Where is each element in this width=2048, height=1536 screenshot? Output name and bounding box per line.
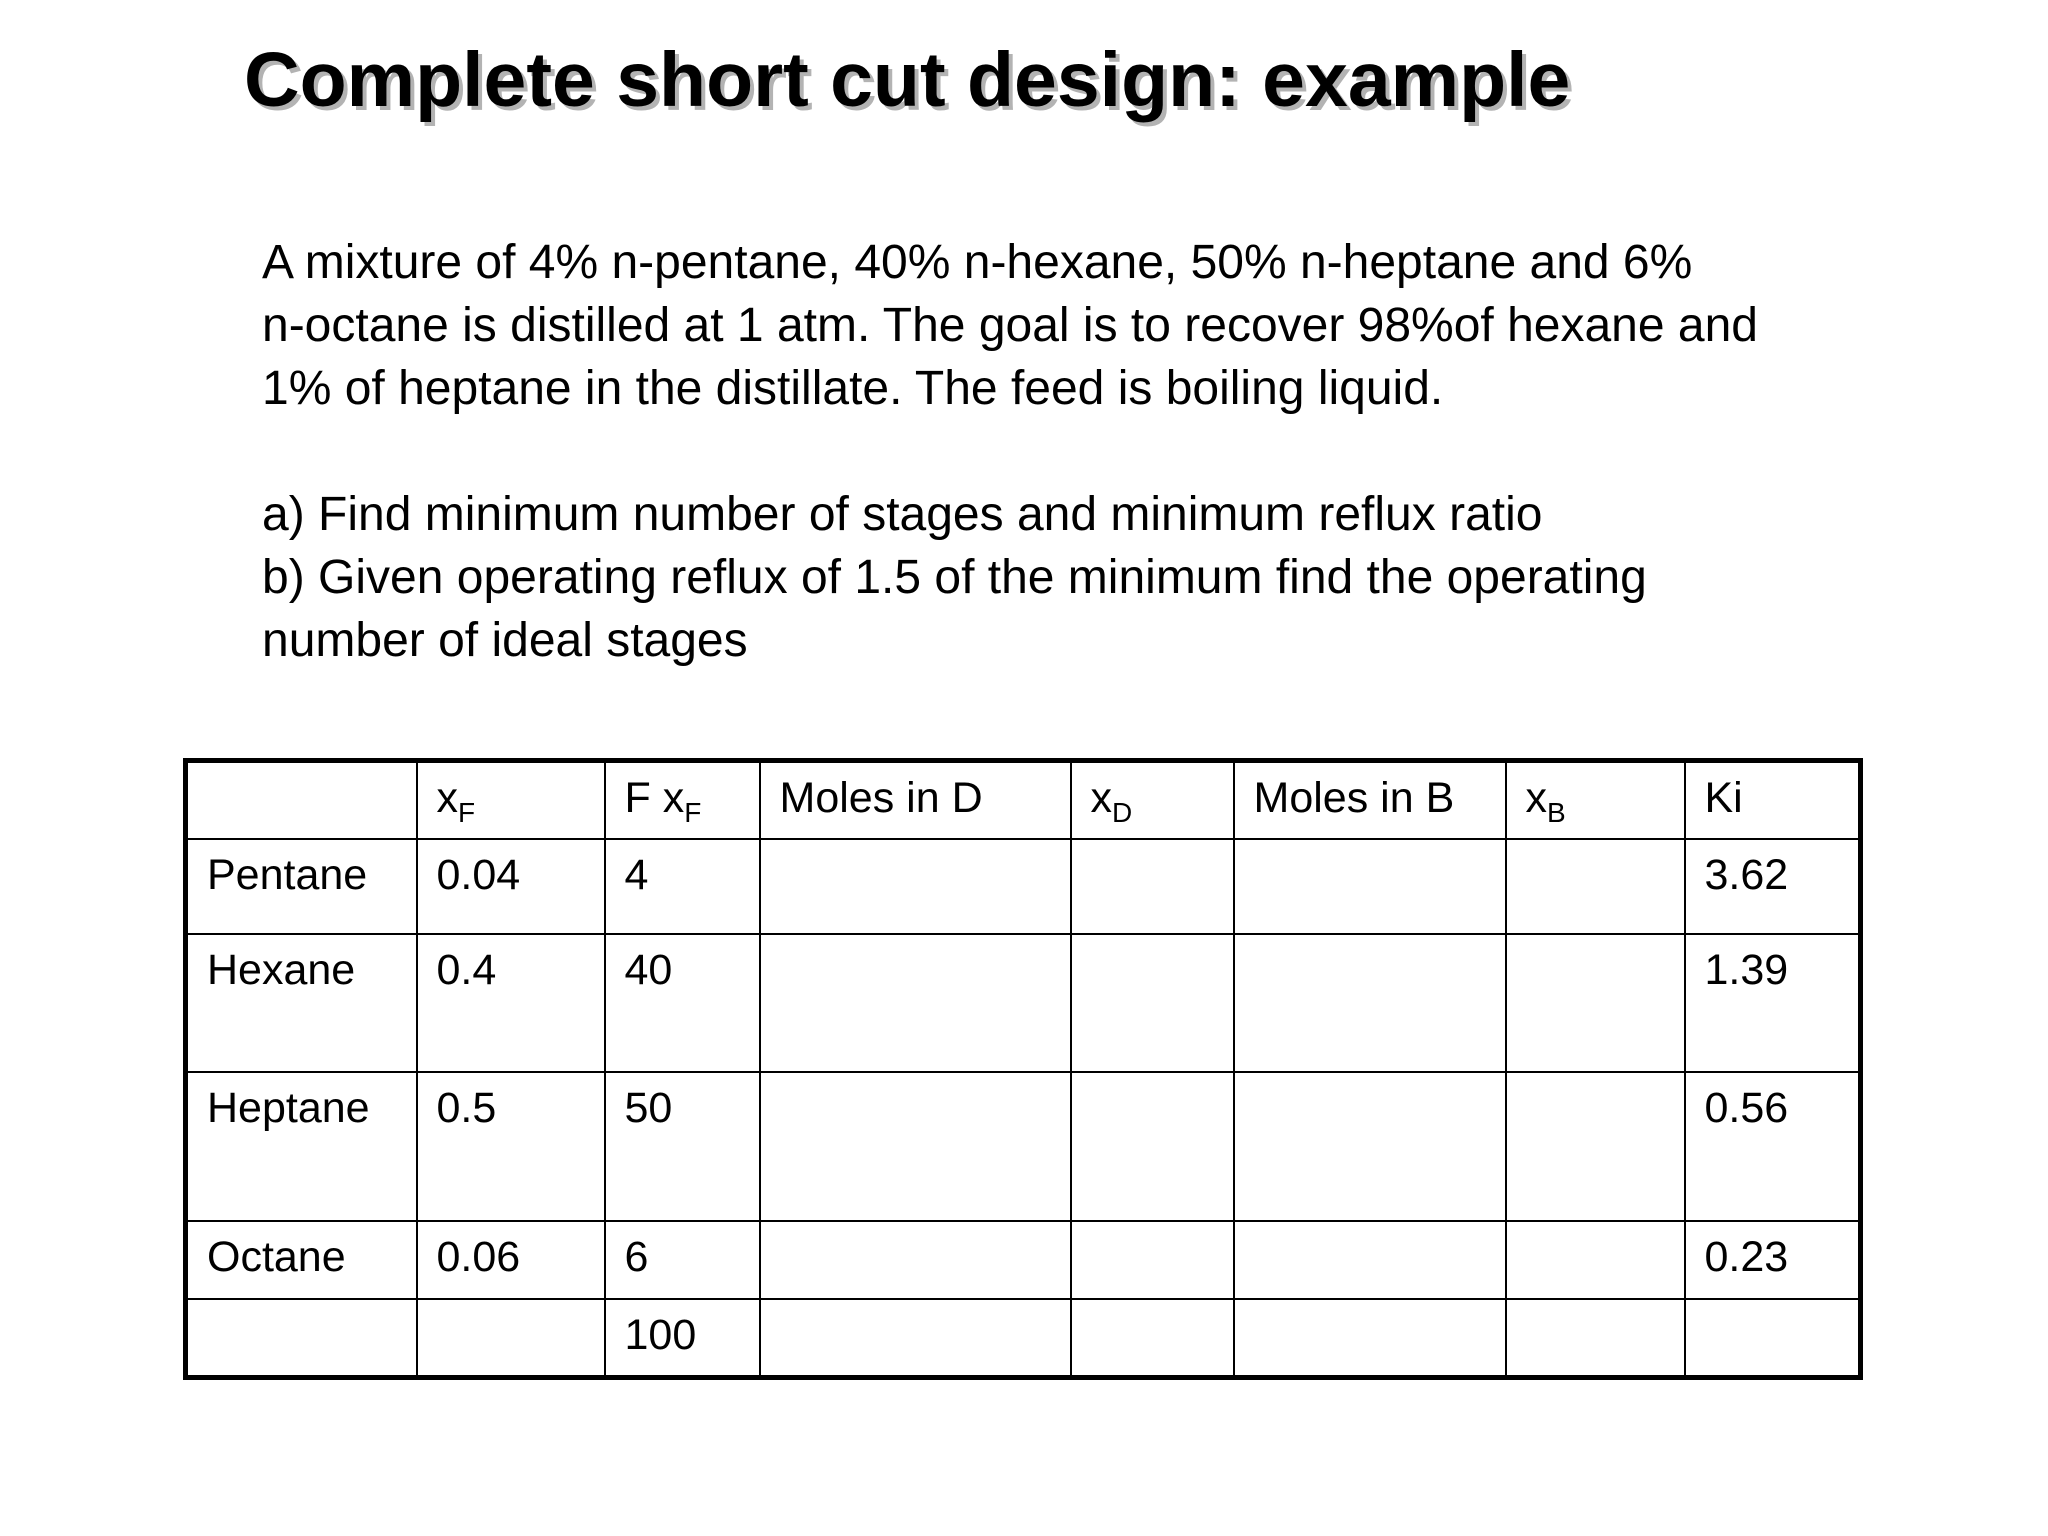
cell-moles-b xyxy=(1234,934,1506,1072)
cell-moles-b xyxy=(1234,1221,1506,1299)
header-xb: $x_B$ xyxy=(1506,761,1685,839)
problem-line: A mixture of 4% n-pentane, 40% n-hexane, 50% n-heptane and 6% xyxy=(262,236,1693,289)
cell-xd xyxy=(1071,1072,1234,1221)
cell-moles-b xyxy=(1234,1299,1506,1378)
table-row xyxy=(186,839,1861,934)
cell-xf: 0.4 xyxy=(417,934,605,1072)
table-row xyxy=(186,934,1861,1072)
cell-xd xyxy=(1071,839,1234,934)
header-ki: Ki xyxy=(1685,761,1861,839)
cell-ki: 0.56 xyxy=(1685,1072,1861,1221)
slide-title: Complete short cut design: example xyxy=(244,37,1571,123)
cell-fxf: 6 xyxy=(605,1221,760,1299)
cell-component xyxy=(186,1299,417,1378)
cell-xd xyxy=(1071,1221,1234,1299)
cell-component: Hexane xyxy=(186,934,417,1072)
cell-xb xyxy=(1506,1221,1685,1299)
cell-fxf: 50 xyxy=(605,1072,760,1221)
cell-xf: 0.04 xyxy=(417,839,605,934)
cell-fxf-total: 100 xyxy=(605,1299,760,1378)
question-b: b) Given operating reflux of 1.5 of the minimum find the operating xyxy=(262,551,1647,604)
header-fxf: F $x_F$ xyxy=(605,761,760,839)
header-xf: $x_F$ xyxy=(417,761,605,839)
cell-moles-d xyxy=(760,1299,1071,1378)
cell-component: Heptane xyxy=(186,1072,417,1221)
cell-ki: 3.62 xyxy=(1685,839,1861,934)
question-b-continued: number of ideal stages xyxy=(262,614,748,667)
cell-xb xyxy=(1506,1072,1685,1221)
cell-moles-b xyxy=(1234,839,1506,934)
table-row xyxy=(186,1221,1861,1299)
cell-xb xyxy=(1506,1299,1685,1378)
cell-component: Octane xyxy=(186,1221,417,1299)
problem-statement xyxy=(262,231,1962,672)
cell-xb xyxy=(1506,839,1685,934)
cell-ki: 0.23 xyxy=(1685,1221,1861,1299)
cell-fxf: 40 xyxy=(605,934,760,1072)
header-component xyxy=(186,761,417,839)
cell-moles-d xyxy=(760,1072,1071,1221)
problem-line: n-octane is distilled at 1 atm. The goal is to recover 98%of hexane and xyxy=(262,299,1758,352)
header-moles-b: Moles in B xyxy=(1234,761,1506,839)
total-row xyxy=(186,1299,1861,1378)
cell-moles-b xyxy=(1234,1072,1506,1221)
header-moles-d: Moles in D xyxy=(760,761,1071,839)
cell-moles-d xyxy=(760,934,1071,1072)
cell-xd xyxy=(1071,934,1234,1072)
cell-moles-d xyxy=(760,839,1071,934)
cell-ki xyxy=(1685,1299,1861,1378)
cell-xd xyxy=(1071,1299,1234,1378)
cell-xb xyxy=(1506,934,1685,1072)
cell-xf xyxy=(417,1299,605,1378)
cell-fxf: 4 xyxy=(605,839,760,934)
cell-moles-d xyxy=(760,1221,1071,1299)
component-table xyxy=(183,758,1863,1380)
table-row xyxy=(186,1072,1861,1221)
cell-xf: 0.5 xyxy=(417,1072,605,1221)
problem-line: 1% of heptane in the distillate. The feed is boiling liquid. xyxy=(262,362,1444,415)
paragraph-gap xyxy=(262,420,1962,483)
header-xd: $x_D$ xyxy=(1071,761,1234,839)
cell-xf: 0.06 xyxy=(417,1221,605,1299)
cell-ki: 1.39 xyxy=(1685,934,1861,1072)
cell-component: Pentane xyxy=(186,839,417,934)
header-row xyxy=(186,761,1861,839)
question-a: a) Find minimum number of stages and minimum reflux ratio xyxy=(262,488,1543,541)
